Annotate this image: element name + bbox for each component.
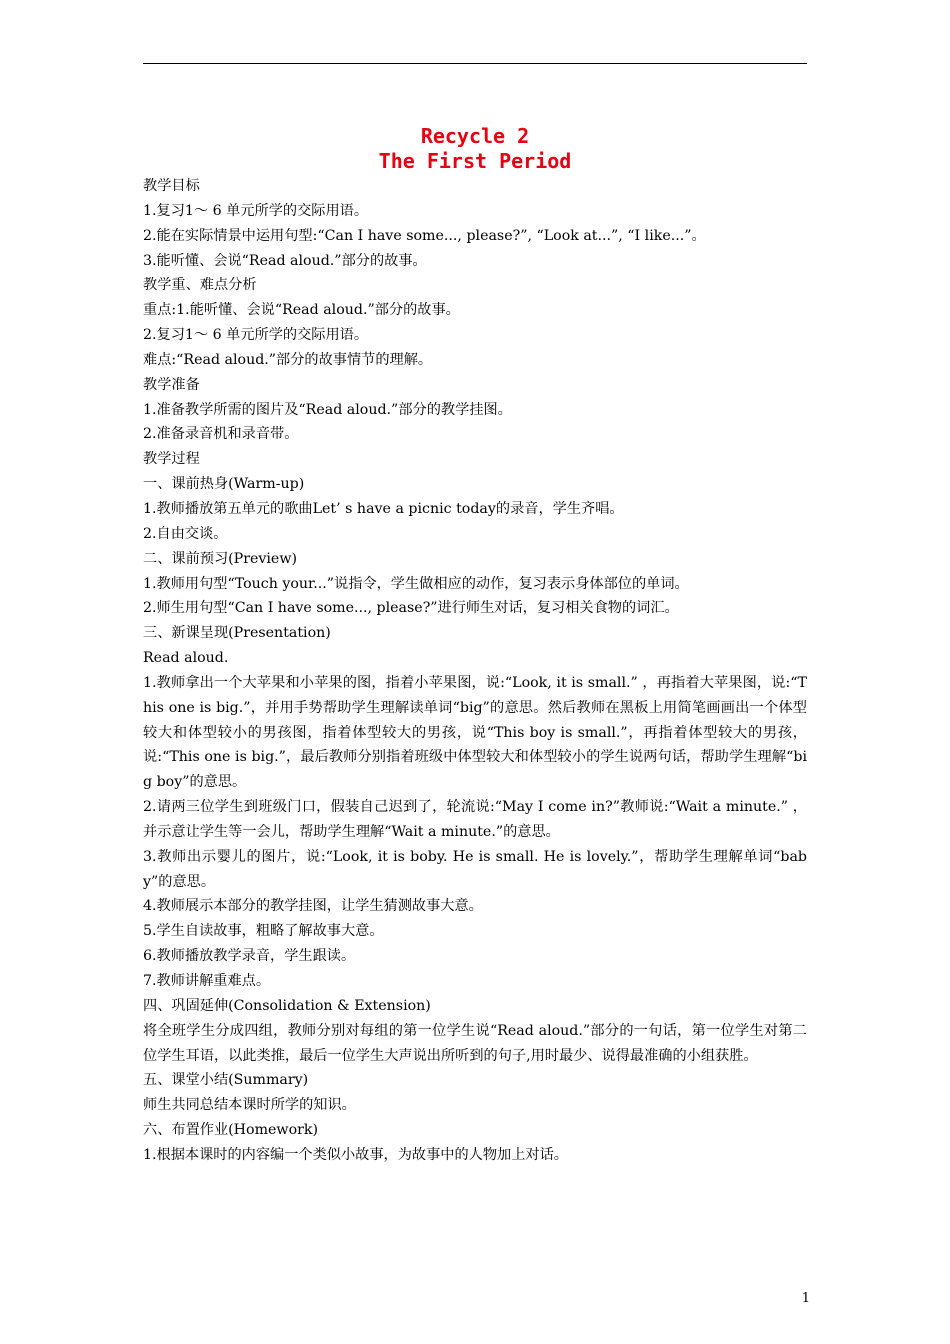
- paragraph: 4.教师展示本部分的教学挂图，让学生猜测故事大意。: [143, 898, 483, 915]
- paragraph: 六、布置作业(Homework): [143, 1122, 319, 1139]
- paragraph: 3.能听懂、会说“Read aloud.”部分的故事。: [143, 252, 427, 269]
- document-body: [143, 174, 807, 1168]
- paragraph: 1.根据本课时的内容编一个类似小故事，为故事中的人物加上对话。: [143, 1146, 568, 1163]
- paragraph: 教学过程: [143, 451, 200, 468]
- paragraph: 1.复习1～ 6 单元所学的交际用语。: [143, 202, 369, 219]
- title-line-1: Recycle 2: [420, 124, 530, 148]
- paragraph: 五、课堂小结(Summary): [143, 1072, 309, 1089]
- paragraph: 教学重、难点分析: [143, 277, 257, 294]
- title-line-2: The First Period: [378, 149, 572, 173]
- paragraph: 一、课前热身(Warm-up): [143, 476, 305, 493]
- paragraph: 1.教师播放第五单元的歌曲Let’ s have a picnic today的录音，学生齐唱。: [143, 500, 624, 517]
- header-rule: [143, 63, 807, 64]
- paragraph: 2.能在实际情景中运用句型:“Can I have some..., please?”, “Look at...”, “I like...”。: [143, 227, 706, 244]
- paragraph: 师生共同总结本课时所学的知识。: [143, 1097, 356, 1114]
- paragraph: 1.教师用句型“Touch your...”说指令，学生做相应的动作，复习表示身体部位的单词。: [143, 575, 689, 592]
- paragraph: 1.准备教学所需的图片及“Read aloud.”部分的教学挂图。: [143, 401, 512, 418]
- paragraph: 难点:“Read aloud.”部分的故事情节的理解。: [143, 351, 433, 368]
- paragraph: Read aloud.: [143, 650, 229, 667]
- paragraph: 将全班学生分成四组，教师分别对每组的第一位学生说“Read aloud.”部分的一句话，第一位学生对第二位学生耳语，以此类推，最后一位学生大声说出所听到的句子,用时最少、说得最准确的小组获胜。: [143, 1022, 807, 1064]
- paragraph: 5.学生自读故事，粗略了解故事大意。: [143, 923, 384, 940]
- paragraph: 3.教师出示婴儿的图片，说:“Look, it is boby. He is small. He is lovely.”，帮助学生理解单词“baby”的意思。: [143, 848, 807, 890]
- paragraph: 7.教师讲解重难点。: [143, 973, 271, 989]
- paragraph: 四、巩固延伸(Consolidation & Extension): [143, 997, 431, 1014]
- paragraph: 1.教师拿出一个大苹果和小苹果的图，指着小苹果图，说:“Look, it is small.” ，再指着大苹果图，说:“This one is big.”，并用手势帮助学生理解读单词“big”的意思。然后教师在黑板上用简笔画画出一个体型较大和体型较小的男孩图，指着体型较大的男孩，说“This boy is small.”，再指着体型较大的男孩，说:“This one is big.”，最后教师分别指着班级中体型较大和体型较小的学生说两句话，帮助学生理解“big boy”的意思。: [143, 674, 807, 791]
- paragraph: 二、课前预习(Preview): [143, 550, 298, 567]
- paragraph: 2.自由交谈。: [143, 525, 228, 542]
- paragraph: 2.准备录音机和录音带。: [143, 426, 299, 443]
- paragraph: 2.请两三位学生到班级门口，假装自己迟到了，轮流说:“May I come in?”教师说:“Wait a minute.” ，并示意让学生等一会儿，帮助学生理解“Wait a minute.”的意思。: [143, 799, 807, 840]
- paragraph: 三、新课呈现(Presentation): [143, 625, 331, 642]
- paragraph: 教学准备: [143, 376, 200, 393]
- paragraph: 教学目标: [143, 178, 200, 194]
- paragraph: 2.师生用句型“Can I have some..., please?”进行师生对话，复习相关食物的词汇。: [143, 600, 679, 617]
- page-number: 1: [801, 1291, 810, 1306]
- paragraph: 重点:1.能听懂、会说“Read aloud.”部分的故事。: [143, 302, 460, 319]
- paragraph: 2.复习1～ 6 单元所学的交际用语。: [143, 327, 369, 344]
- paragraph: 6.教师播放教学录音，学生跟读。: [143, 948, 356, 965]
